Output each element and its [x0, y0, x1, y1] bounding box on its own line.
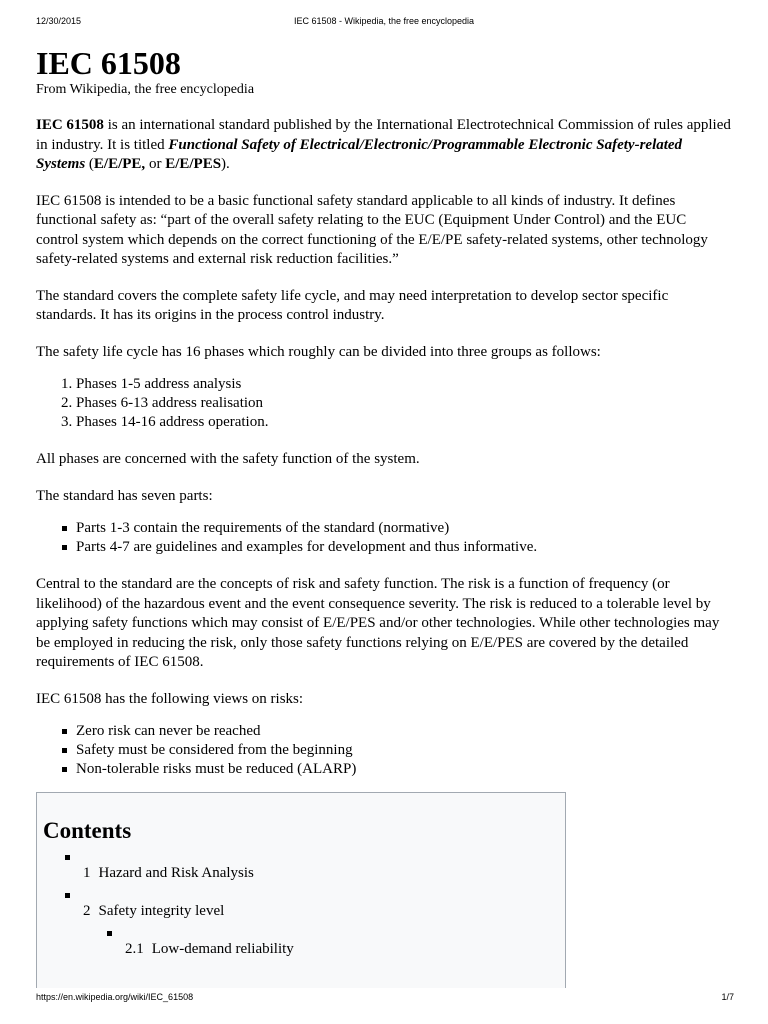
print-page-title: IEC 61508 - Wikipedia, the free encyclopedia	[293, 16, 475, 26]
intro-abbr-eepe: E/E/PE,	[93, 156, 146, 172]
intro-bold-name: IEC 61508	[36, 117, 104, 133]
list-item: Parts 1-3 contain the requirements of the standard (normative)	[76, 519, 732, 538]
intro-text-c: or	[145, 156, 166, 172]
toc-number: 2.1	[125, 941, 144, 957]
print-page-number: 1/7	[721, 992, 734, 1002]
toc-number: 1	[83, 865, 91, 881]
intro-abbr-eepes: E/E/PES	[165, 156, 222, 172]
phases-paragraph: The safety life cycle has 16 phases which roughly can be divided into three groups as follows:	[36, 343, 601, 360]
list-item: Parts 4-7 are guidelines and examples for development and thus informative.	[76, 538, 732, 557]
intro-paragraph	[36, 116, 732, 175]
list-item: 3. Phases 14-16 address operation.	[76, 413, 732, 432]
intro-standard-title: Functional Safety of Electrical/Electronic/Programmable Electronic Safety-related Systems	[36, 136, 683, 172]
toc-list	[43, 845, 565, 959]
toc-sub-bullet	[43, 921, 565, 939]
print-date: 12/30/2015	[36, 16, 82, 26]
list-item: Non-tolerable risks must be reduced (ALARP)	[76, 760, 732, 779]
definition-paragraph: IEC 61508 is intended to be a basic functional safety standard applicable to all kinds of industry. It defines functional safety as: “part of the overall safety relating to the EUC (Equipment Under Control) and the EUC control system which depends on the correct functioning of the E/E/PE safety-related systems, other technology safety-related systems and external risk reduction facilities.”	[36, 192, 708, 267]
risk-paragraph: Central to the standard are the concepts of risk and safety function. The risk is a function of frequency (or likelihood) of the hazardous event and the event consequence severity. The risk is reduced to a tolerable level by applying safety functions which may consist of E/E/PES and/or other technologies. While other technologies may be employed in reducing the risk, only those safety functions relying on E/E/PES are covered by the detailed requirements of IEC 61508.	[36, 576, 720, 670]
all-phases-paragraph: All phases are concerned with the safety function of the system.	[36, 451, 420, 467]
intro-text-d: ).	[221, 156, 230, 172]
list-item: Zero risk can never be reached	[76, 722, 732, 741]
parts-list	[36, 519, 732, 557]
print-footer	[0, 988, 768, 1024]
list-item: 1. Phases 1-5 address analysis	[76, 375, 732, 394]
toc-link-label[interactable]: Low-demand reliability	[151, 941, 294, 957]
toc-link-label[interactable]: Safety integrity level	[98, 903, 225, 919]
phase-group-list	[36, 375, 732, 432]
intro-text-b: (	[85, 156, 94, 172]
table-of-contents	[36, 792, 566, 988]
site-tagline: From Wikipedia, the free encyclopedia	[36, 82, 255, 97]
page-title: IEC 61508	[36, 45, 181, 81]
print-url: https://en.wikipedia.org/wiki/IEC_61508	[36, 992, 194, 1002]
intro-text-a: is an international standard published by the International Electrotechnical Commission of rules applied in industry. It is titled	[36, 117, 731, 153]
toc-number: 2	[83, 903, 91, 919]
views-paragraph: IEC 61508 has the following views on risks:	[36, 690, 304, 707]
article-body	[36, 44, 732, 988]
print-header	[0, 16, 768, 32]
parts-paragraph: The standard has seven parts:	[36, 487, 213, 504]
list-item: 2. Phases 6-13 address realisation	[76, 394, 732, 413]
toc-bullet	[43, 845, 565, 863]
list-item: Safety must be considered from the beginning	[76, 741, 732, 760]
risk-views-list	[36, 722, 732, 779]
toc-link-label[interactable]: Hazard and Risk Analysis	[98, 865, 254, 881]
toc-item-low-demand[interactable]	[43, 939, 565, 959]
toc-bullet	[43, 883, 565, 901]
lifecycle-paragraph: The standard covers the complete safety life cycle, and may need interpretation to develop sector specific standards. It has its origins in the process control industry.	[36, 287, 669, 323]
toc-item-hazard[interactable]	[43, 845, 565, 883]
toc-heading: Contents	[43, 818, 132, 843]
toc-item-safety-integrity[interactable]	[43, 883, 565, 959]
